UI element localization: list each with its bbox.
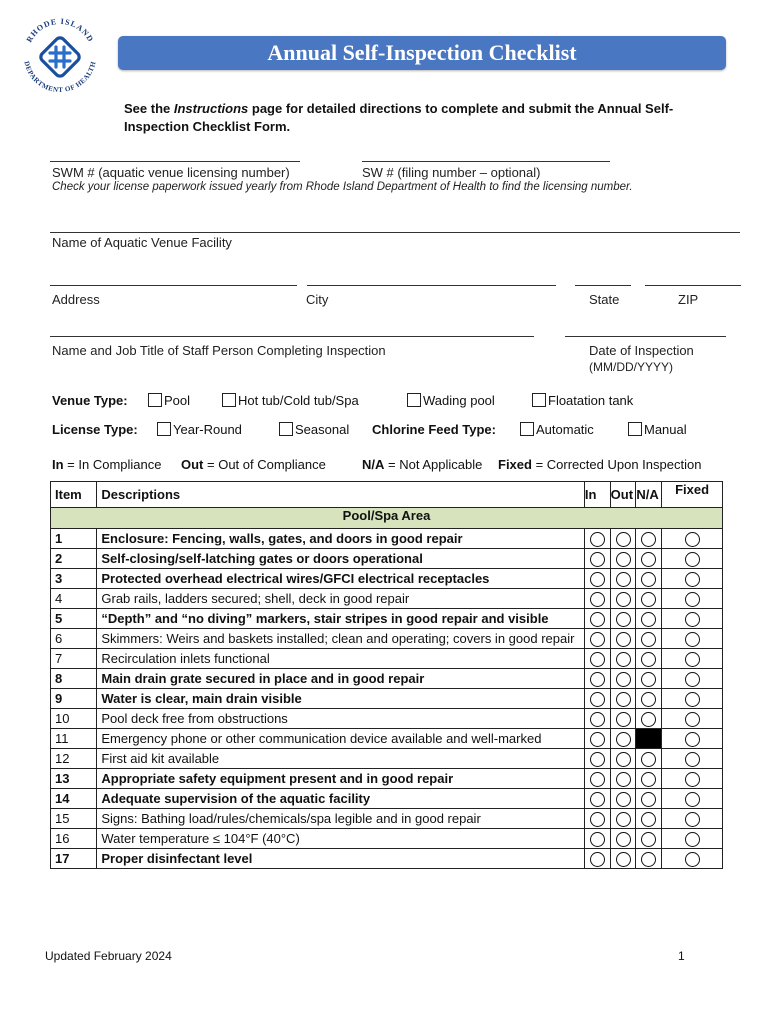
table-row [51,689,723,709]
header-na: N/A [636,482,662,508]
table-header [51,482,723,508]
radio-cell-in [584,549,610,569]
swm-label: SWM # (aquatic venue licensing number) [52,165,290,180]
radio-na[interactable] [641,552,656,567]
item-number: 8 [51,669,97,689]
radio-in[interactable] [590,632,605,647]
radio-cell-fixed [662,649,723,669]
radio-in[interactable] [590,592,605,607]
radio-cell-in [584,849,610,869]
footer-updated: Updated February 2024 [45,949,172,963]
radio-cell-na [636,729,662,749]
radio-cell-out [610,789,636,809]
radio-fixed[interactable] [685,692,700,707]
radio-fixed[interactable] [685,732,700,747]
radio-out[interactable] [616,672,631,687]
date-field[interactable] [565,336,726,337]
title-bar [118,36,726,70]
radio-cell-fixed [662,569,723,589]
radio-out[interactable] [616,572,631,587]
item-description: Grab rails, ladders secured; shell, deck in good repair [97,589,585,609]
item-description: “Depth” and “no diving” markers, stair stripes in good repair and visible [97,609,585,629]
radio-cell-na [636,549,662,569]
radio-in[interactable] [590,732,605,747]
radio-out[interactable] [616,732,631,747]
date-format: (MM/DD/YYYY) [589,360,673,374]
checkbox[interactable] [532,393,546,407]
radio-cell-fixed [662,609,723,629]
header-out: Out [610,482,636,508]
radio-cell-fixed [662,589,723,609]
radio-cell-out [610,709,636,729]
radio-fixed[interactable] [685,632,700,647]
venue-spa-option[interactable]: Hot tub/Cold tub/Spa [222,393,359,408]
radio-na[interactable] [641,772,656,787]
state-label: State [589,292,620,307]
page-number: 1 [678,949,685,963]
radio-cell-out [610,609,636,629]
radio-cell-in [584,689,610,709]
radio-out[interactable] [616,612,631,627]
radio-na[interactable] [641,632,656,647]
radio-cell-fixed [662,829,723,849]
radio-na[interactable] [641,832,656,847]
radio-cell-na [636,709,662,729]
license-note: Check your license paperwork issued yearly from Rhode Island Department of Health to find the licensing number. [52,181,633,193]
radio-na[interactable] [641,812,656,827]
radio-cell-out [610,809,636,829]
item-number: 2 [51,549,97,569]
table-row [51,789,723,809]
radio-out[interactable] [616,792,631,807]
radio-cell-na [636,849,662,869]
sw-field[interactable] [362,161,610,162]
item-number: 5 [51,609,97,629]
radio-cell-out [610,769,636,789]
item-number: 3 [51,569,97,589]
radio-fixed[interactable] [685,832,700,847]
radio-cell-fixed [662,769,723,789]
radio-cell-fixed [662,689,723,709]
item-description: Signs: Bathing load/rules/chemicals/spa legible and in good repair [97,809,585,829]
radio-fixed[interactable] [685,612,700,627]
table-row [51,589,723,609]
intro-text: See the Instructions page for detailed directions to complete and submit the Annual Self-Inspection Checklist Form. [124,101,674,134]
radio-cell-in [584,529,610,549]
item-description: Self-closing/self-latching gates or doors operational [97,549,585,569]
header-item: Item [51,482,97,508]
item-description: Adequate supervision of the aquatic facility [97,789,585,809]
radio-cell-fixed [662,669,723,689]
legend-in: In = In Compliance [52,457,162,472]
radio-fixed[interactable] [685,652,700,667]
staff-label: Name and Job Title of Staff Person Completing Inspection [52,343,386,358]
item-number: 15 [51,809,97,829]
radio-fixed[interactable] [685,572,700,587]
radio-cell-out [610,589,636,609]
radio-fixed[interactable] [685,772,700,787]
radio-cell-in [584,829,610,849]
radio-cell-na [636,629,662,649]
table-row [51,729,723,749]
radio-cell-in [584,809,610,829]
zip-label: ZIP [678,292,699,307]
radio-cell-in [584,649,610,669]
svg-text:RHODE ISLAND [25,17,96,44]
radio-out[interactable] [616,772,631,787]
chlorine-feed-label: Chlorine Feed Type: [372,422,496,437]
radio-cell-na [636,829,662,849]
radio-in[interactable] [590,792,605,807]
address-label: Address [52,292,100,307]
item-description: Appropriate safety equipment present and in good repair [97,769,585,789]
radio-cell-na [636,609,662,629]
radio-cell-in [584,749,610,769]
radio-cell-in [584,729,610,749]
venue-floatation-option[interactable]: Floatation tank [532,393,633,408]
radio-out[interactable] [616,632,631,647]
table-row [51,829,723,849]
radio-fixed[interactable] [685,812,700,827]
logo-top-text: RHODE ISLAND [24,16,96,44]
radio-in[interactable] [590,672,605,687]
radio-fixed[interactable] [685,552,700,567]
table-row [51,669,723,689]
radio-cell-out [610,649,636,669]
radio-cell-out [610,849,636,869]
radio-na[interactable] [641,672,656,687]
radio-cell-na [636,749,662,769]
item-description: Recirculation inlets functional [97,649,585,669]
radio-out[interactable] [616,692,631,707]
radio-in[interactable] [590,772,605,787]
radio-cell-in [584,629,610,649]
radio-cell-fixed [662,709,723,729]
checkbox[interactable] [222,393,236,407]
radio-cell-na [636,529,662,549]
radio-cell-fixed [662,629,723,649]
radio-na[interactable] [641,752,656,767]
item-description: Skimmers: Weirs and baskets installed; clean and operating; covers in good repair [97,629,585,649]
ri-health-logo [14,10,106,102]
radio-in[interactable] [590,752,605,767]
item-description: Water is clear, main drain visible [97,689,585,709]
license-seasonal-option[interactable]: Seasonal [279,422,349,437]
radio-in[interactable] [590,612,605,627]
header-in: In [584,482,610,508]
radio-na[interactable] [641,792,656,807]
item-number: 6 [51,629,97,649]
item-description: Proper disinfectant level [97,849,585,869]
radio-out[interactable] [616,712,631,727]
table-row [51,709,723,729]
radio-cell-in [584,789,610,809]
item-description: Emergency phone or other communication device available and well-marked [97,729,585,749]
radio-cell-out [610,829,636,849]
radio-out[interactable] [616,552,631,567]
table-row [51,849,723,869]
radio-in[interactable] [590,532,605,547]
radio-cell-in [584,709,610,729]
city-label: City [306,292,329,307]
radio-in[interactable] [590,852,605,867]
chlorine-manual-option[interactable]: Manual [628,422,687,437]
radio-cell-fixed [662,789,723,809]
radio-in[interactable] [590,552,605,567]
radio-cell-out [610,549,636,569]
radio-cell-na [636,669,662,689]
item-number: 10 [51,709,97,729]
staff-field[interactable] [50,336,534,337]
logo-bottom-text: DEPARTMENT OF HEALTH [22,60,98,95]
table-row [51,529,723,549]
radio-out[interactable] [616,592,631,607]
radio-na[interactable] [641,852,656,867]
swm-field[interactable] [50,161,300,162]
radio-cell-out [610,729,636,749]
table-row [51,549,723,569]
radio-cell-na [636,569,662,589]
table-row [51,609,723,629]
instructions-link[interactable]: Instructions [173,101,249,116]
radio-cell-na [636,589,662,609]
radio-cell-fixed [662,729,723,749]
license-type-label: License Type: [52,422,138,437]
radio-cell-in [584,769,610,789]
checkbox[interactable] [520,422,534,436]
zip-field[interactable] [645,285,741,286]
license-yearround-option[interactable]: Year-Round [157,422,242,437]
radio-na[interactable] [641,612,656,627]
checkbox[interactable] [148,393,162,407]
radio-cell-in [584,569,610,589]
address-field[interactable] [50,285,297,286]
checkbox[interactable] [628,422,642,436]
radio-fixed[interactable] [685,852,700,867]
radio-in[interactable] [590,572,605,587]
item-number: 1 [51,529,97,549]
item-number: 14 [51,789,97,809]
radio-cell-out [610,749,636,769]
radio-cell-na [636,789,662,809]
venue-wading-option[interactable]: Wading pool [407,393,495,408]
radio-cell-in [584,609,610,629]
item-number: 13 [51,769,97,789]
checkbox[interactable] [279,422,293,436]
radio-cell-fixed [662,809,723,829]
radio-cell-na [636,809,662,829]
radio-in[interactable] [590,692,605,707]
item-number: 9 [51,689,97,709]
item-description: First aid kit available [97,749,585,769]
radio-cell-fixed [662,849,723,869]
radio-cell-fixed [662,529,723,549]
legend-out: Out = Out of Compliance [181,457,326,472]
radio-cell-na [636,689,662,709]
table-row [51,569,723,589]
item-description: Pool deck free from obstructions [97,709,585,729]
item-description: Water temperature ≤ 104°F (40°C) [97,829,585,849]
radio-cell-out [610,629,636,649]
header-descriptions: Descriptions [97,482,585,508]
item-number: 7 [51,649,97,669]
radio-in[interactable] [590,832,605,847]
item-number: 4 [51,589,97,609]
radio-cell-fixed [662,749,723,769]
item-number: 16 [51,829,97,849]
facility-label: Name of Aquatic Venue Facility [52,235,232,250]
state-field[interactable] [575,285,631,286]
radio-cell-out [610,669,636,689]
table-row [51,769,723,789]
radio-na[interactable] [641,572,656,587]
table-row [51,809,723,829]
legend-na: N/A = Not Applicable [362,457,483,472]
checkbox[interactable] [157,422,171,436]
radio-in[interactable] [590,712,605,727]
section-title: Pool/Spa Area [51,508,723,529]
radio-fixed[interactable] [685,592,700,607]
radio-fixed[interactable] [685,752,700,767]
city-field[interactable] [307,285,556,286]
sw-label: SW # (filing number – optional) [362,165,541,180]
radio-fixed[interactable] [685,672,700,687]
radio-out[interactable] [616,532,631,547]
date-label: Date of Inspection [589,343,694,358]
section-row [51,508,723,529]
radio-na[interactable] [641,712,656,727]
radio-cell-fixed [662,549,723,569]
radio-cell-out [610,529,636,549]
table-row [51,649,723,669]
table-row [51,749,723,769]
table-row [51,629,723,649]
radio-out[interactable] [616,852,631,867]
radio-cell-in [584,589,610,609]
venue-type-label: Venue Type: [52,393,128,408]
radio-cell-na [636,649,662,669]
radio-in[interactable] [590,812,605,827]
radio-cell-na [636,769,662,789]
radio-out[interactable] [616,812,631,827]
radio-out[interactable] [616,652,631,667]
item-number: 11 [51,729,97,749]
radio-cell-out [610,689,636,709]
radio-cell-in [584,669,610,689]
radio-na[interactable] [641,692,656,707]
radio-na[interactable] [641,652,656,667]
header-fixed: Fixed [662,482,723,508]
radio-fixed[interactable] [685,532,700,547]
item-description: Enclosure: Fencing, walls, gates, and doors in good repair [97,529,585,549]
item-number: 12 [51,749,97,769]
facility-field[interactable] [50,232,740,233]
radio-out[interactable] [616,832,631,847]
item-description: Protected overhead electrical wires/GFCI electrical receptacles [97,569,585,589]
radio-fixed[interactable] [685,712,700,727]
radio-in[interactable] [590,652,605,667]
chlorine-automatic-option[interactable]: Automatic [520,422,594,437]
checkbox[interactable] [407,393,421,407]
item-description: Main drain grate secured in place and in good repair [97,669,585,689]
radio-out[interactable] [616,752,631,767]
radio-na[interactable] [641,592,656,607]
page-title: Annual Self-Inspection Checklist [267,40,577,65]
radio-na[interactable] [641,532,656,547]
radio-fixed[interactable] [685,792,700,807]
item-number: 17 [51,849,97,869]
radio-cell-out [610,569,636,589]
legend-fixed: Fixed = Corrected Upon Inspection [498,457,702,472]
checklist-table [50,481,723,869]
venue-pool-option[interactable]: Pool [148,393,190,408]
